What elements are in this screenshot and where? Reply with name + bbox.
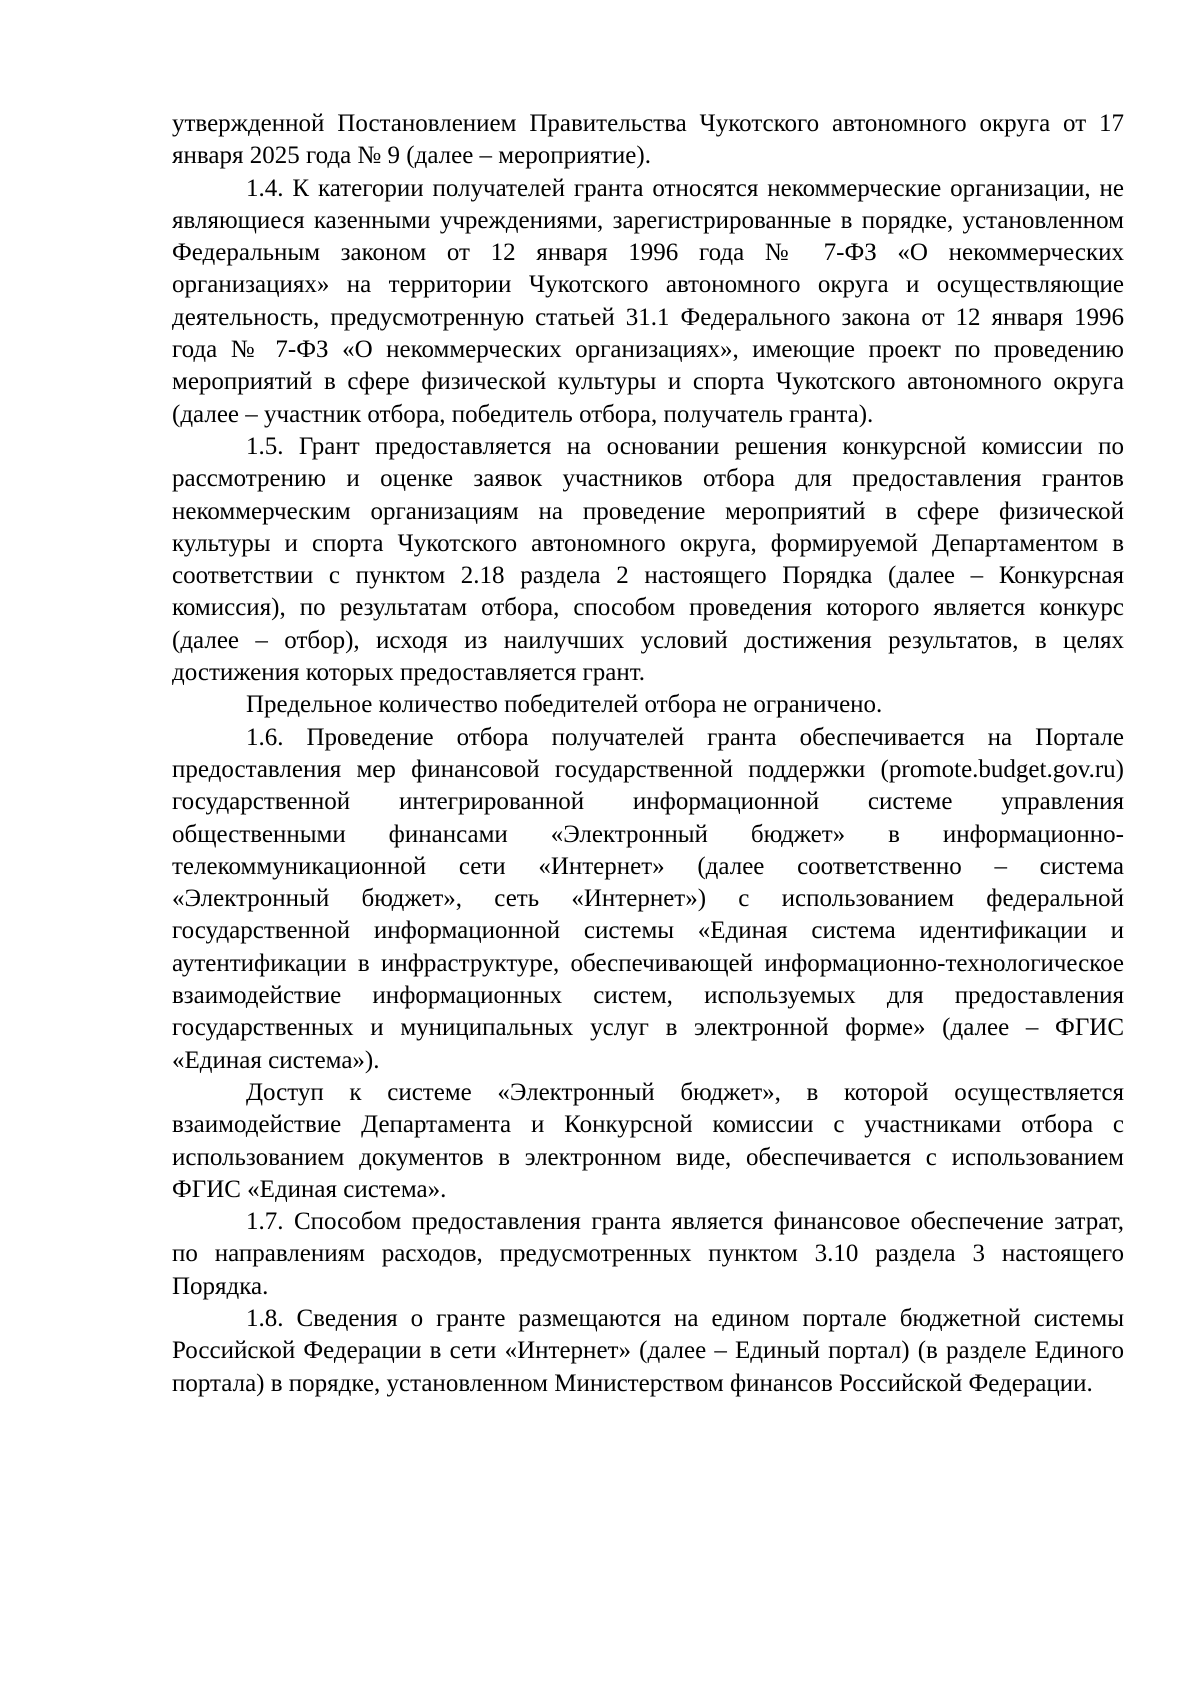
paragraph-access: Доступ к системе «Электронный бюджет», в которой осуществляется взаимодействие Департамента и Конкурсной комиссии с участниками отбора с использованием документов в электронном виде, обеспечивается с использованием ФГИС «Единая система». — [172, 1078, 1124, 1203]
paragraph-winners-limit: Предельное количество победителей отбора не ограничено. — [246, 691, 883, 719]
paragraph-1-5: 1.5. Грант предоставляется на основании решения конкурсной комиссии по рассмотрению и оценке заявок участников отбора для предоставления грантов некоммерческим организациям на проведение мероприятий в сфере физической культуры и спорта Чукотского автономного округа, формируемой Департаментом в соответствии с пунктом 2.18 раздела 2 настоящего Порядка (далее – Конкурсная комиссия), по результатам отбора, способом проведения которого является конкурс (далее – отбор), исходя из наилучших условий достижения результатов, в целях достижения которых предоставляется грант. — [172, 432, 1124, 687]
paragraph-1-4: 1.4. К категории получателей гранта относятся некоммерческие организации, не являющиеся казенными учреждениями, зарегистрированные в порядке, установленном Федеральным законом от 12 января 1996 года № 7-ФЗ «О некоммерческих организациях» на территории Чукотского автономного округа и осуществляющие деятельность, предусмотренную статьей 31.1 Федерального закона от 12 января 1996 года № 7-ФЗ «О некоммерческих организациях», имеющие проект по проведению мероприятий в сфере физической культуры и спорта Чукотского автономного округа (далее – участник отбора, победитель отбора, получатель гранта). — [172, 174, 1124, 428]
paragraph-1-8: 1.8. Сведения о гранте размещаются на едином портале бюджетной системы Российской Федерации в сети «Интернет» (далее – Единый портал) (в разделе Единого портала) в порядке, установленном Министерством финансов Российской Федерации. — [172, 1304, 1124, 1397]
paragraph-continuation: утвержденной Постановлением Правительства Чукотского автономного округа от 17 января 2025 года № 9 (далее – мероприятие). — [172, 110, 1124, 170]
paragraph-1-7: 1.7. Способом предоставления гранта является финансовое обеспечение затрат, по направлениям расходов, предусмотренных пунктом 3.10 раздела 3 настоящего Порядка. — [172, 1208, 1124, 1300]
paragraph-1-6: 1.6. Проведение отбора получателей гранта обеспечивается на Портале предоставления мер финансовой государственной поддержки (promote.budget.gov.ru) государственной интегрированной информационной системе управления общественными финансами «Электронный бюджет» в информационно-телекоммуникационной сети «Интернет» (далее соответственно – система «Электронный бюджет», сеть «Интернет») с использованием федеральной государственной информационной системы «Единая система идентификации и аутентификации в инфраструктуре, обеспечивающей информационно-технологическое взаимодействие информационных систем, используемых для предоставления государственных и муниципальных услуг в электронной форме» (далее – ФГИС «Единая система»). — [172, 723, 1124, 1074]
document-page — [172, 108, 1124, 1400]
